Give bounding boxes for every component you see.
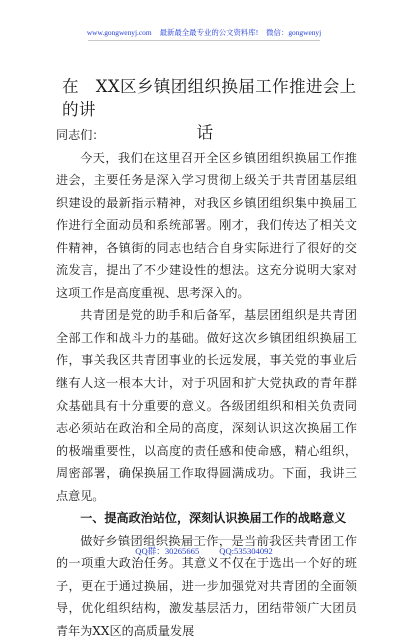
title-line-1: 在 XX区乡镇团组织换届工作推进会上的讲 xyxy=(62,77,357,119)
section-heading: 一、提高政治站位，深刻认识换届工作的战略意义 xyxy=(80,511,347,526)
footer-qq: QQ:535304092 xyxy=(219,546,273,556)
title-line-2: 话 xyxy=(196,123,214,142)
footer-qq-group: QQ群：30265665 xyxy=(135,546,200,556)
page-footer xyxy=(0,545,408,557)
paragraph: 做好乡镇团组织换届工作，是当前我区共青团工作的一项重大政治任务。其意义不仅在于选出一个好的班子，更在于通过换届，进一步加强党对共青团的全面领导，优化组织结构，激发基层活力，团结带领广大团员青年为XX区的高质量发展 xyxy=(56,533,357,639)
document-body xyxy=(56,124,357,643)
salutation: 同志们： xyxy=(56,128,105,142)
header-divider xyxy=(88,40,320,41)
header-slogan: 最新最全最专业的公文资料库! xyxy=(159,28,259,37)
paragraph: 共青团是党的助手和后备军，基层团组织是共青团全部工作和战斗力的基础。做好这次乡镇团组织换届工作，事关我区共青团事业的长远发展，事关党的事业后继有人这一根本大计，对于巩固和扩大党执政的青年群众基础具有十分重要的意义。各级团组织和相关负责同志必须站在政治和全局的高度，深刻认识这次换届工作的极端重要性，以高度的责任感和使命感，精心组织，周密部署，确保换届工作取得圆满成功。下面，我讲三点意见。 xyxy=(56,308,357,503)
header-site-url[interactable]: www.gongwenyj.com xyxy=(86,28,152,37)
header-wechat: 微信：gongwenyj xyxy=(266,28,322,37)
footer-divider xyxy=(88,539,320,540)
paragraph: 今天，我们在这里召开全区乡镇团组织换届工作推进会，主要任务是深入学习贯彻上级关于共青团基层组织建设的最新指示精神，对我区乡镇团组织集中换届工作进行全面动员和系统部署。刚才，我们传达了相关文件精神，各镇街的同志也结合自身实际进行了很好的交流发言，提出了不少建设性的想法。这充分说明大家对这项工作是高度重视、思考深入的。 xyxy=(56,150,357,300)
page-header xyxy=(0,27,408,38)
